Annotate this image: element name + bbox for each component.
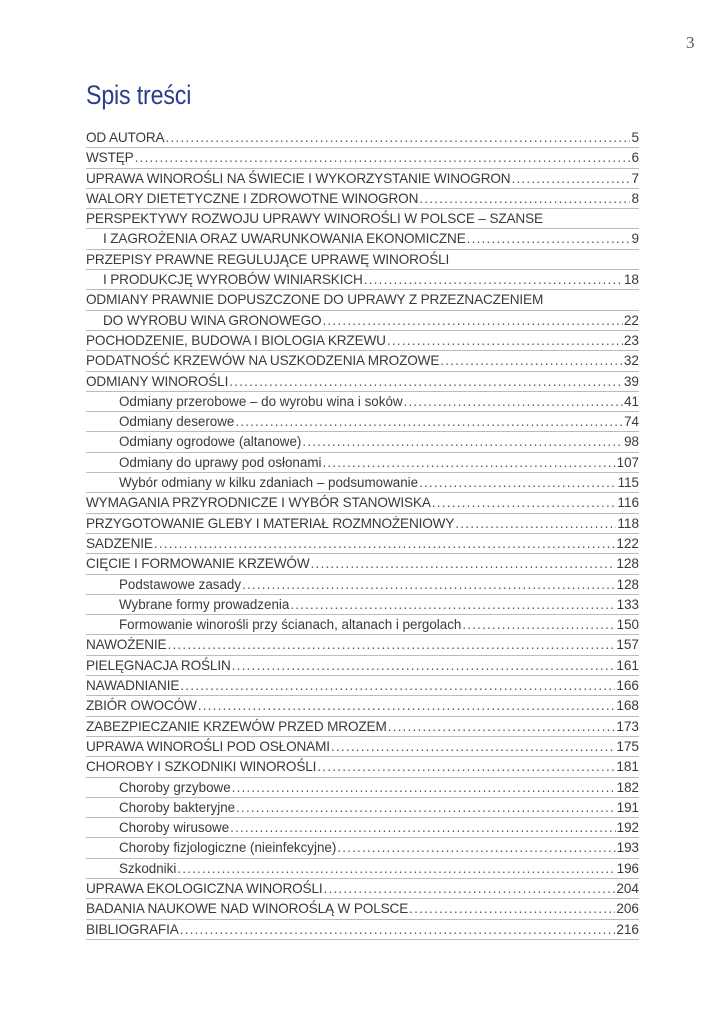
toc-entry-title: Wybrane formy prowadzenia xyxy=(119,595,289,615)
toc-subentry xyxy=(86,615,639,635)
toc-page-number: 9 xyxy=(631,231,639,247)
toc-page-number: 166 xyxy=(616,678,639,694)
toc-entry-title: Formowanie winorośli przy ścianach, altanach i pergolach xyxy=(119,615,461,635)
dot-leader xyxy=(419,473,617,493)
toc-entry-title: WYMAGANIA PRZYRODNICZE I WYBÓR STANOWISKA xyxy=(86,493,431,513)
toc-entry-title: Choroby wirusowe xyxy=(119,818,229,838)
toc-entry-title: NAWOŻENIE xyxy=(86,635,166,655)
row-divider xyxy=(86,939,639,940)
toc-entry xyxy=(86,696,639,716)
toc-entry-title: PIELĘGNACJA ROŚLIN xyxy=(86,656,231,676)
toc-page-number: 192 xyxy=(616,820,639,836)
toc-entry-title: SADZENIE xyxy=(86,534,153,554)
toc-page-number: 18 xyxy=(623,272,639,288)
dot-leader xyxy=(331,737,615,757)
toc-entry xyxy=(86,514,639,534)
toc-entry-title: ZABEZPIECZANIE KRZEWÓW PRZED MROZEM xyxy=(86,717,387,737)
dot-leader xyxy=(135,148,631,168)
toc-entry-title: UPRAWA WINOROŚLI POD OSŁONAMI xyxy=(86,737,330,757)
toc-entry-title: Odmiany ogrodowe (altanowe) xyxy=(119,432,301,452)
toc-entry xyxy=(86,879,639,899)
dot-leader xyxy=(232,656,616,676)
toc-entry-title: UPRAWA WINOROŚLI NA ŚWIECIE I WYKORZYSTANIE WINOGRON xyxy=(86,169,510,189)
toc-entry xyxy=(86,554,639,574)
toc-entry-title: WALORY DIETETYCZNE I ZDROWOTNE WINOGRON xyxy=(86,189,418,209)
dot-leader xyxy=(235,412,623,432)
toc-page-number: 133 xyxy=(616,596,639,612)
toc-page-number: 150 xyxy=(616,617,639,633)
toc-entry-title: BADANIA NAUKOWE NAD WINOROŚLĄ W POLSCE xyxy=(86,899,408,919)
toc-page-number: 168 xyxy=(616,698,639,714)
toc-entry xyxy=(86,169,639,189)
dot-leader xyxy=(302,432,623,452)
toc-page-number: 122 xyxy=(616,535,639,551)
toc-entry-title: Odmiany przerobowe – do wyrobu wina i soków xyxy=(119,392,403,412)
toc-entry-title: Podstawowe zasady xyxy=(119,575,241,595)
toc-page-number: 116 xyxy=(617,495,639,511)
toc-entry xyxy=(86,128,639,148)
toc-page-number: 7 xyxy=(631,170,639,186)
toc-page-number: 161 xyxy=(616,657,639,673)
dot-leader xyxy=(180,920,616,940)
toc-page-number: 39 xyxy=(623,373,639,389)
dot-leader xyxy=(322,311,622,331)
toc-entry-title: ZBIÓR OWOCÓW xyxy=(86,696,197,716)
toc-entry xyxy=(86,757,639,777)
toc-entry-title: PODATNOŚĆ KRZEWÓW NA USZKODZENIA MROZOWE xyxy=(86,351,439,371)
toc-page-number: 74 xyxy=(624,414,639,430)
toc-entry-title: Wybór odmiany w kilku zdaniach – podsumowanie xyxy=(119,473,418,493)
toc-page-number: 181 xyxy=(616,759,639,775)
toc-subentry xyxy=(86,412,639,432)
toc-subentry xyxy=(86,838,639,858)
toc-entry xyxy=(86,676,639,696)
toc-page-number: 128 xyxy=(616,576,639,592)
toc-entry-line xyxy=(86,290,639,310)
toc-page-number: 32 xyxy=(623,353,639,369)
toc-page-number: 41 xyxy=(624,393,639,409)
toc-subentry xyxy=(86,798,639,818)
toc-entry-title: Choroby fizjologiczne (nieinfekcyjne) xyxy=(119,838,336,858)
toc-entry-title: Choroby bakteryjne xyxy=(119,798,235,818)
dot-leader xyxy=(232,778,616,798)
toc-subentry xyxy=(86,859,639,879)
toc-page-number: 206 xyxy=(616,901,639,917)
dot-leader xyxy=(388,717,616,737)
toc-page-number: 8 xyxy=(631,190,639,206)
toc-entry xyxy=(86,189,639,209)
page-number: 3 xyxy=(686,33,695,52)
toc-page-number: 193 xyxy=(616,840,639,856)
toc-entry-title: PRZYGOTOWANIE GLEBY I MATERIAŁ ROZMNOŻENIOWY xyxy=(86,514,454,534)
toc-entry-title: CIĘCIE I FORMOWANIE KRZEWÓW xyxy=(86,554,310,574)
toc-page-number: 115 xyxy=(617,475,639,491)
toc-page-number: 182 xyxy=(616,779,639,795)
toc-subentry xyxy=(86,818,639,838)
dot-leader xyxy=(364,270,623,290)
toc-page-number: 204 xyxy=(616,880,639,896)
toc-entry-title: I ZAGROŻENIA ORAZ UWARUNKOWANIA EKONOMICZNE xyxy=(103,229,466,249)
toc-entry xyxy=(86,899,639,919)
toc-entry xyxy=(86,737,639,757)
toc-entry xyxy=(86,635,639,655)
dot-leader xyxy=(198,696,616,716)
toc-entry-title: Odmiany deserowe xyxy=(119,412,234,432)
toc-entry-title: DO WYROBU WINA GRONOWEGO xyxy=(103,311,321,331)
toc-entry xyxy=(86,493,639,513)
toc-entry xyxy=(86,920,639,940)
toc-entry-title: I PRODUKCJĘ WYROBÓW WINIARSKICH xyxy=(103,270,363,290)
toc-entry-title: CHOROBY I SZKODNIKI WINOROŚLI xyxy=(86,757,316,777)
dot-leader xyxy=(409,899,615,919)
toc-page-number: 128 xyxy=(616,556,639,572)
toc-entry-title: PRZEPISY PRAWNE REGULUJĄCE UPRAWĘ WINOROŚLI xyxy=(86,251,450,267)
toc-entry xyxy=(86,270,639,290)
toc-subentry xyxy=(86,778,639,798)
toc-entry xyxy=(86,229,639,249)
dot-leader xyxy=(167,635,615,655)
toc-subentry xyxy=(86,595,639,615)
toc-entry xyxy=(86,717,639,737)
toc-entry-title: Choroby grzybowe xyxy=(119,778,231,798)
page-title: Spis treści xyxy=(86,80,192,110)
dot-leader xyxy=(311,554,616,574)
toc-entry-title: OD AUTORA xyxy=(86,128,164,148)
toc-page-number: 23 xyxy=(623,332,639,348)
toc-page-number: 98 xyxy=(624,434,639,450)
dot-leader xyxy=(324,879,616,899)
dot-leader xyxy=(242,575,616,595)
toc-page-number: 196 xyxy=(616,860,639,876)
dot-leader xyxy=(462,615,615,635)
dot-leader xyxy=(511,169,630,189)
dot-leader xyxy=(419,189,630,209)
toc-entry xyxy=(86,331,639,351)
toc-page-number: 157 xyxy=(616,637,639,653)
dot-leader xyxy=(455,514,616,534)
dot-leader xyxy=(229,372,623,392)
dot-leader xyxy=(387,331,623,351)
dot-leader xyxy=(230,818,616,838)
toc-entry-title: UPRAWA EKOLOGICZNA WINOROŚLI xyxy=(86,879,323,899)
table-of-contents xyxy=(86,128,639,940)
toc-entry-title: PERSPEKTYWY ROZWOJU UPRAWY WINOROŚLI W POLSCE – SZANSE xyxy=(86,211,543,227)
toc-subentry xyxy=(86,432,639,452)
toc-subentry xyxy=(86,453,639,473)
toc-entry-line xyxy=(86,250,639,270)
toc-entry xyxy=(86,311,639,331)
dot-leader xyxy=(317,757,615,777)
toc-page-number: 22 xyxy=(623,312,639,328)
dot-leader xyxy=(165,128,630,148)
toc-entry-title: POCHODZENIE, BUDOWA I BIOLOGIA KRZEWU xyxy=(86,331,386,351)
toc-entry xyxy=(86,148,639,168)
toc-entry xyxy=(86,351,639,371)
toc-page-number: 5 xyxy=(631,130,639,145)
dot-leader xyxy=(177,859,615,879)
toc-entry xyxy=(86,656,639,676)
toc-entry xyxy=(86,372,639,392)
toc-entry-line xyxy=(86,209,639,229)
toc-page-number: 6 xyxy=(631,150,639,166)
toc-page-number: 107 xyxy=(616,454,639,470)
dot-leader xyxy=(236,798,616,818)
toc-entry-title: Szkodniki xyxy=(119,859,176,879)
toc-entry-title: Odmiany do uprawy pod osłonami xyxy=(119,453,321,473)
toc-page-number: 216 xyxy=(616,921,639,937)
toc-subentry xyxy=(86,575,639,595)
toc-page-number: 118 xyxy=(617,515,639,531)
dot-leader xyxy=(404,392,624,412)
toc-subentry xyxy=(86,392,639,412)
dot-leader xyxy=(290,595,615,615)
dot-leader xyxy=(337,838,615,858)
toc-subentry xyxy=(86,473,639,493)
toc-entry-title: NAWADNIANIE xyxy=(86,676,179,696)
dot-leader xyxy=(180,676,615,696)
dot-leader xyxy=(440,351,623,371)
dot-leader xyxy=(154,534,616,554)
toc-page-number: 175 xyxy=(616,738,639,754)
toc-page-number: 191 xyxy=(616,799,639,815)
toc-entry-title: WSTĘP xyxy=(86,148,134,168)
toc-entry-title: ODMIANY PRAWNIE DOPUSZCZONE DO UPRAWY Z PRZEZNACZENIEM xyxy=(86,292,544,308)
toc-entry-title: ODMIANY WINOROŚLI xyxy=(86,372,228,392)
dot-leader xyxy=(432,493,617,513)
toc-entry-title: BIBLIOGRAFIA xyxy=(86,920,179,940)
dot-leader xyxy=(322,453,615,473)
toc-page-number: 173 xyxy=(616,718,639,734)
dot-leader xyxy=(467,229,631,249)
toc-entry xyxy=(86,534,639,554)
